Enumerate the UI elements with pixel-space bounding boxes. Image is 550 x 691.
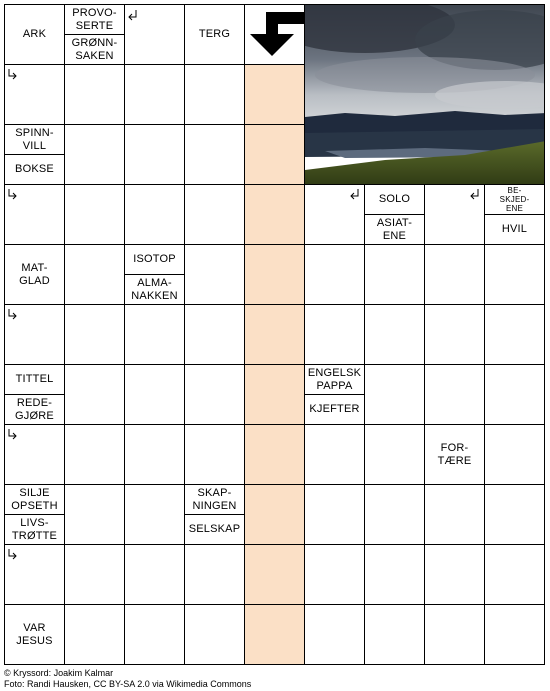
answer-cell[interactable] <box>184 364 245 425</box>
clue-text: ISOTOP <box>133 253 176 265</box>
answer-cell[interactable] <box>184 244 245 305</box>
answer-cell[interactable] <box>124 544 185 605</box>
curved-arrow-icon <box>126 9 138 21</box>
answer-cell[interactable] <box>124 64 185 125</box>
answer-cell[interactable] <box>244 64 305 125</box>
answer-cell[interactable] <box>244 484 305 545</box>
answer-cell[interactable] <box>64 364 125 425</box>
answer-cell[interactable] <box>484 484 545 545</box>
clue-text: SOLO <box>378 193 411 205</box>
answer-cell[interactable] <box>184 64 245 125</box>
clue-text: FOR- TÆRE <box>437 441 472 467</box>
clue-text: TERG <box>198 28 231 40</box>
curved-arrow-icon <box>7 428 19 440</box>
curved-arrow-icon <box>7 308 19 320</box>
answer-cell[interactable] <box>364 484 425 545</box>
answer-cell[interactable] <box>364 364 425 425</box>
answer-cell[interactable] <box>64 604 125 665</box>
bent-down-arrow-icon <box>244 4 304 64</box>
answer-cell[interactable] <box>64 424 125 485</box>
answer-cell[interactable] <box>184 424 245 485</box>
clue-text: SPINN- VILL <box>15 126 54 152</box>
answer-cell[interactable] <box>184 544 245 605</box>
answer-cell[interactable] <box>124 424 185 485</box>
answer-cell[interactable] <box>304 544 365 605</box>
clue-text: SKAP- NINGEN <box>192 486 237 512</box>
credits-puzzle: © Kryssord: Joakim Kalmar <box>4 668 114 678</box>
answer-cell[interactable] <box>364 304 425 365</box>
answer-cell[interactable] <box>64 64 125 125</box>
answer-cell[interactable] <box>424 544 485 605</box>
answer-cell[interactable] <box>484 244 545 305</box>
answer-cell[interactable] <box>424 364 485 425</box>
answer-cell[interactable] <box>484 364 545 425</box>
answer-cell[interactable] <box>184 604 245 665</box>
clue-text: REDE- GJØRE <box>15 396 54 422</box>
clue-text: ASIAT- ENE <box>376 216 413 242</box>
clue-text: MAT- GLAD <box>19 261 50 287</box>
answer-cell[interactable] <box>364 544 425 605</box>
curved-arrow-icon <box>7 188 19 200</box>
answer-cell[interactable] <box>304 604 365 665</box>
curved-arrow-icon <box>7 68 19 80</box>
clue-text: PROVO- SERTE <box>72 6 117 32</box>
answer-cell[interactable] <box>244 244 305 305</box>
answer-cell[interactable] <box>364 604 425 665</box>
clue-text: VAR JESUS <box>16 621 53 647</box>
answer-cell[interactable] <box>64 544 125 605</box>
answer-cell[interactable] <box>244 184 305 245</box>
answer-cell[interactable] <box>424 484 485 545</box>
landscape-photo <box>304 4 545 185</box>
answer-cell[interactable] <box>184 304 245 365</box>
answer-cell[interactable] <box>64 124 125 185</box>
answer-cell[interactable] <box>244 604 305 665</box>
answer-cell[interactable] <box>124 364 185 425</box>
answer-cell[interactable] <box>184 124 245 185</box>
answer-cell[interactable] <box>364 244 425 305</box>
clue-text: BOKSE <box>15 163 54 175</box>
answer-cell[interactable] <box>244 124 305 185</box>
clue-text: ARK <box>22 28 47 40</box>
curved-arrow-icon <box>7 548 19 560</box>
answer-cell[interactable] <box>304 424 365 485</box>
clue-text: ALMA- NAKKEN <box>131 276 178 302</box>
answer-cell[interactable] <box>424 604 485 665</box>
clue-text: LIVS- TRØTTE <box>11 516 58 542</box>
answer-cell[interactable] <box>244 364 305 425</box>
clue-text: ENGELSK PAPPA <box>307 366 362 392</box>
answer-cell[interactable] <box>484 544 545 605</box>
answer-cell[interactable] <box>244 424 305 485</box>
answer-cell[interactable] <box>124 304 185 365</box>
answer-cell[interactable] <box>484 424 545 485</box>
answer-cell[interactable] <box>64 484 125 545</box>
answer-cell[interactable] <box>124 124 185 185</box>
clue-text: SELSKAP <box>188 523 241 535</box>
clue-text: BE- SKJED- ENE <box>499 186 530 213</box>
answer-cell[interactable] <box>424 304 485 365</box>
answer-cell[interactable] <box>124 604 185 665</box>
answer-cell[interactable] <box>424 244 485 305</box>
answer-cell[interactable] <box>364 424 425 485</box>
answer-cell[interactable] <box>124 184 185 245</box>
answer-cell[interactable] <box>184 184 245 245</box>
curved-arrow-icon <box>348 188 360 200</box>
answer-cell[interactable] <box>304 484 365 545</box>
answer-cell[interactable] <box>64 184 125 245</box>
answer-cell[interactable] <box>484 304 545 365</box>
clue-text: KJEFTER <box>309 403 360 415</box>
answer-cell[interactable] <box>304 304 365 365</box>
answer-cell[interactable] <box>304 244 365 305</box>
clue-text: TITTEL <box>15 373 54 385</box>
curved-arrow-icon <box>468 188 480 200</box>
answer-cell[interactable] <box>64 244 125 305</box>
answer-cell[interactable] <box>244 304 305 365</box>
clue-text: SILJE OPSETH <box>11 486 58 512</box>
answer-cell[interactable] <box>64 304 125 365</box>
clue-text: HVIL <box>501 223 528 235</box>
answer-cell[interactable] <box>124 484 185 545</box>
clue-text: GRØNN- SAKEN <box>71 36 118 62</box>
answer-cell[interactable] <box>484 604 545 665</box>
answer-cell[interactable] <box>244 544 305 605</box>
credits <box>4 668 251 690</box>
credits-photo: Foto: Randi Hausken, CC BY-SA 2.0 via Wikimedia Commons <box>4 679 252 689</box>
